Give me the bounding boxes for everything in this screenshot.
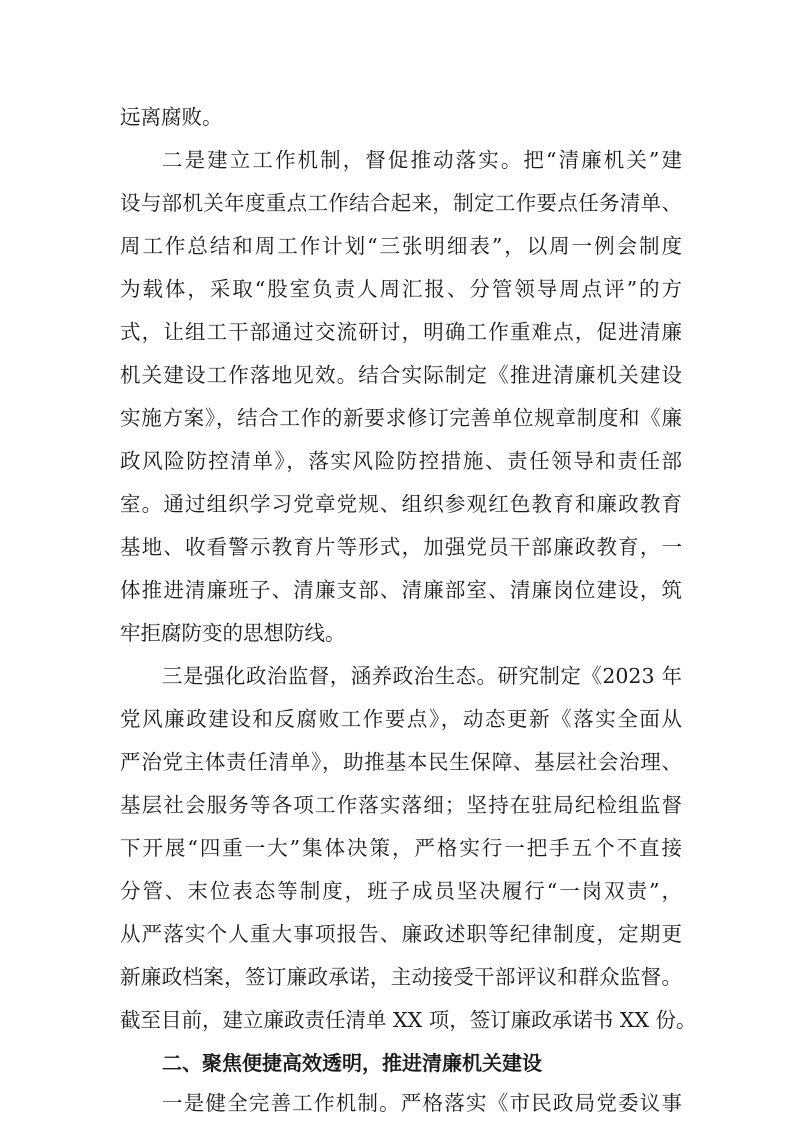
paragraph-line: 周工作总结和周工作计划“三张明细表”，以周一例会制度	[120, 234, 682, 258]
paragraph-line: 牢拒腐防变的思想防线。	[120, 621, 346, 645]
paragraph-line: 三是强化政治监督，涵养政治生态。研究制定《2023 年	[162, 664, 682, 688]
paragraph-line: 实施方案》，结合工作的新要求修订完善单位规章制度和《廉	[120, 406, 682, 430]
paragraph-line: 新廉政档案，签订廉政承诺，主动接受干部评议和群众监督。	[120, 965, 682, 989]
paragraph-line: 基地、收看警示教育片等形式，加强党员干部廉政教育，一	[120, 535, 682, 559]
paragraph-line: 机关建设工作落地见效。结合实际制定《推进清廉机关建设	[120, 363, 682, 387]
paragraph-line: 一是健全完善工作机制。严格落实《市民政局党委议事	[162, 1091, 682, 1115]
paragraph-line: 二是建立工作机制，督促推动落实。把“清廉机关”建	[162, 148, 682, 172]
paragraph-line: 截至目前，建立廉政责任清单 XX 项，签订廉政承诺书 XX 份。	[120, 1008, 697, 1032]
paragraph-line: 党风廉政建设和反腐败工作要点》，动态更新《落实全面从	[120, 707, 682, 731]
paragraph-line: 分管、末位表态等制度，班子成员坚决履行“一岗双责”，	[120, 879, 682, 903]
paragraph-line: 从严落实个人重大事项报告、廉政述职等纪律制度，定期更	[120, 922, 682, 946]
paragraph-line: 基层社会服务等各项工作落实落细；坚持在驻局纪检组监督	[120, 793, 682, 817]
section-heading: 二、聚焦便捷高效透明，推进清廉机关建设	[162, 1051, 542, 1075]
paragraph-line: 严治党主体责任清单》，助推基本民生保障、基层社会治理、	[120, 750, 682, 774]
paragraph-line: 室。通过组织学习党章党规、组织参观红色教育和廉政教育	[120, 492, 682, 516]
paragraph-line: 体推进清廉班子、清廉支部、清廉部室、清廉岗位建设，筑	[120, 578, 682, 602]
paragraph-line: 远离腐败。	[120, 105, 223, 129]
paragraph-line: 为载体，采取“股室负责人周汇报、分管领导周点评”的方	[120, 277, 682, 301]
paragraph-line: 下开展“四重一大”集体决策，严格实行一把手五个不直接	[120, 836, 682, 860]
paragraph-line: 设与部机关年度重点工作结合起来，制定工作要点任务清单、	[120, 191, 682, 215]
paragraph-line: 政风险防控清单》，落实风险防控措施、责任领导和责任部	[120, 449, 682, 473]
paragraph-line: 式，让组工干部通过交流研讨，明确工作重难点，促进清廉	[120, 320, 682, 344]
